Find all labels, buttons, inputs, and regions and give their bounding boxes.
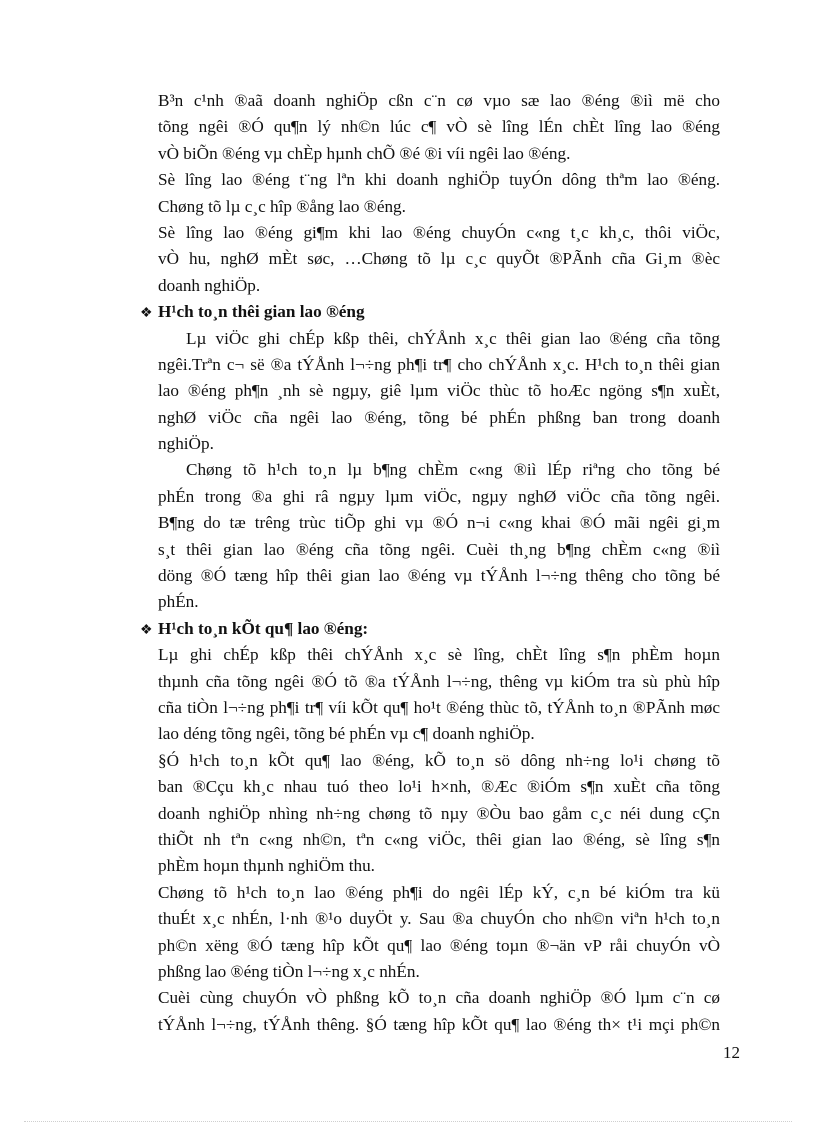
text-line: Lµ ghi chÉp kßp thêi chÝÅnh x¸c sè lîng, chÈt lîng s¶n phÈm hoµn bbox=[158, 645, 720, 665]
text-line: Chøng tõ h¹ch to¸n lao ®éng ph¶i do ngêi lÉp kÝ, c¸n bé kiÓm tra kü bbox=[158, 882, 720, 902]
text-line: lao ®éng ph¶n ¸nh sè ngµy, giê lµm viÖc thùc tõ hoÆc ngöng s¶n xuÈt, bbox=[158, 381, 720, 401]
heading-text: H¹ch to¸n thêi gian lao ®éng bbox=[158, 302, 365, 322]
diamond-bullet-icon: ❖ bbox=[140, 622, 153, 638]
paragraph-output-recording bbox=[158, 642, 720, 748]
paragraph-document-approval bbox=[158, 880, 720, 986]
paragraph-staff-increase bbox=[158, 167, 720, 220]
text-line: Cuèi cùng chuyÓn vÒ phßng kÕ to¸n cña doanh nghiÖp ®Ó lµm c¨n cø bbox=[158, 988, 720, 1008]
paragraph-timesheet bbox=[158, 457, 720, 615]
text-line: phÉn trong ®a ghi râ ngµy lµm viÖc, ngµy nghØ viÖc cña tõng ngêi. bbox=[158, 486, 720, 506]
text-line: döng ®Ó tæng hîp thêi gian lao ®éng vµ tÝÅnh l¬÷ng thêng cho tõng bé bbox=[158, 566, 720, 586]
text-line: doanh nghiÖp. bbox=[158, 275, 261, 295]
text-line: tõng ngêi ®Ó qu¶n lý nh©n lúc c¶ vÒ sè lîng lÉn chÈt lîng lao ®éng bbox=[158, 117, 720, 137]
text-line: lao déng tõng ngêi, tõng bé phÉn vµ c¶ doanh nghiÖp. bbox=[158, 724, 535, 744]
text-line: B¶ng do tæ trêng trùc tiÕp ghi vµ ®Ó n¬i c«ng khai ®Ó mãi ngêi gi¸m bbox=[158, 513, 720, 533]
text-line: ngêi.Trªn c¬ së ®a tÝÅnh l¬÷ng ph¶i tr¶ cho chÝÅnh x¸c. H¹ch to¸n thêi gian bbox=[158, 354, 720, 374]
diamond-bullet-icon: ❖ bbox=[140, 306, 153, 322]
text-line: nghØ viÖc cña ngêi lao ®éng, tõng bé phÉn phßng ban trong doanh bbox=[158, 407, 720, 427]
text-line: Chøng tõ lµ c¸c hîp ®ång lao ®éng. bbox=[158, 196, 406, 216]
text-line: vÒ hu, nghØ mÈt søc, …Chøng tõ lµ c¸c quyÕt ®PÃnh cña Gi¸m ®èc bbox=[158, 249, 720, 269]
text-line: ph©n xëng ®Ó tæng hîp kÕt qu¶ lao ®éng toµn ®¬än vP råi chuyÓn vÒ bbox=[158, 935, 720, 955]
paragraph-final-transfer bbox=[158, 985, 720, 1038]
text-line: cña tiÒn l¬÷ng ph¶i tr¶ víi kÕt qu¶ ho¹t ®éng thùc tõ, tÝÅnh to¸n ®PÃnh møc bbox=[158, 697, 720, 717]
text-line: Lµ viÖc ghi chÉp kßp thêi, chÝÅnh x¸c thêi gian lao ®éng cña tõng bbox=[186, 328, 720, 348]
text-line: phÈm hoµn thµnh nghiÖm thu. bbox=[158, 856, 375, 876]
text-line: thiÕt nh tªn c«ng nh©n, tªn c«ng viÖc, thêi gian lao ®éng, sè lîng s¶n bbox=[158, 829, 720, 849]
text-line: vÒ biÕn ®éng vµ chÈp hµnh chÕ ®é ®i víi ngêi lao ®éng. bbox=[158, 143, 571, 163]
text-line: phßng lao ®éng tiÒn l¬÷ng x¸c nhÉn. bbox=[158, 961, 420, 981]
text-line: phÉn. bbox=[158, 592, 199, 612]
text-line: nghiÖp. bbox=[158, 434, 214, 454]
text-line: thuÉt x¸c nhÉn, l·nh ®¹o duyÖt y. Sau ®a chuyÓn cho nh©n viªn h¹ch to¸n bbox=[158, 909, 720, 929]
heading-text: H¹ch to¸n kÕt qu¶ lao ®éng: bbox=[158, 618, 369, 638]
text-line: B³n c¹nh ®aã doanh nghiÖp cßn c¨n cø vµo sæ lao ®éng ®iì më cho bbox=[158, 91, 720, 110]
paragraph-documents-types bbox=[158, 748, 720, 880]
section-heading-results-accounting bbox=[140, 616, 720, 642]
text-line: ban ®Cçu kh¸c nhau tuó theo lo¹i h×nh, ®Æc ®iÓm s¶n xuÈt cña tõng bbox=[158, 777, 720, 797]
page-bottom-divider bbox=[24, 1121, 792, 1122]
text-line: tÝÅnh l¬÷ng, tÝÅnh thêng. §Ó tæng hîp kÕt qu¶ lao ®éng th× t¹i mçi ph©n bbox=[158, 1014, 720, 1034]
paragraph-time-recording bbox=[158, 326, 720, 458]
text-line: Sè lîng lao ®éng t¨ng lªn khi doanh nghiÖp tuyÓn dông thªm lao ®éng. bbox=[158, 170, 720, 190]
page-number: 12 bbox=[723, 1043, 740, 1062]
text-line: doanh nghiÖp nhìng nh÷ng chøng tõ nµy ®Òu bao gåm c¸c néi dung cÇn bbox=[158, 803, 720, 823]
document-body bbox=[140, 88, 720, 1038]
paragraph-staff-changes bbox=[158, 88, 720, 167]
text-line: s¸t thêi gian lao ®éng cña tõng ngêi. Cuèi th¸ng b¶ng chÈm c«ng ®iì bbox=[158, 539, 720, 559]
text-line: §Ó h¹ch to¸n kÕt qu¶ lao ®éng, kÕ to¸n sö dông nh÷ng lo¹i chøng tõ bbox=[158, 750, 720, 770]
text-line: thµnh cña tõng ngêi ®Ó tõ ®a tÝÅnh l¬÷ng, thêng vµ kiÓm tra sù phù hîp bbox=[158, 671, 720, 691]
text-line: Sè lîng lao ®éng gi¶m khi lao ®éng chuyÓn c«ng t¸c kh¸c, thôi viÖc, bbox=[158, 222, 720, 242]
paragraph-staff-decrease bbox=[158, 220, 720, 299]
section-heading-time-accounting bbox=[140, 299, 720, 325]
text-line: Chøng tõ h¹ch to¸n lµ b¶ng chÈm c«ng ®iì lÉp riªng cho tõng bé bbox=[186, 460, 720, 480]
